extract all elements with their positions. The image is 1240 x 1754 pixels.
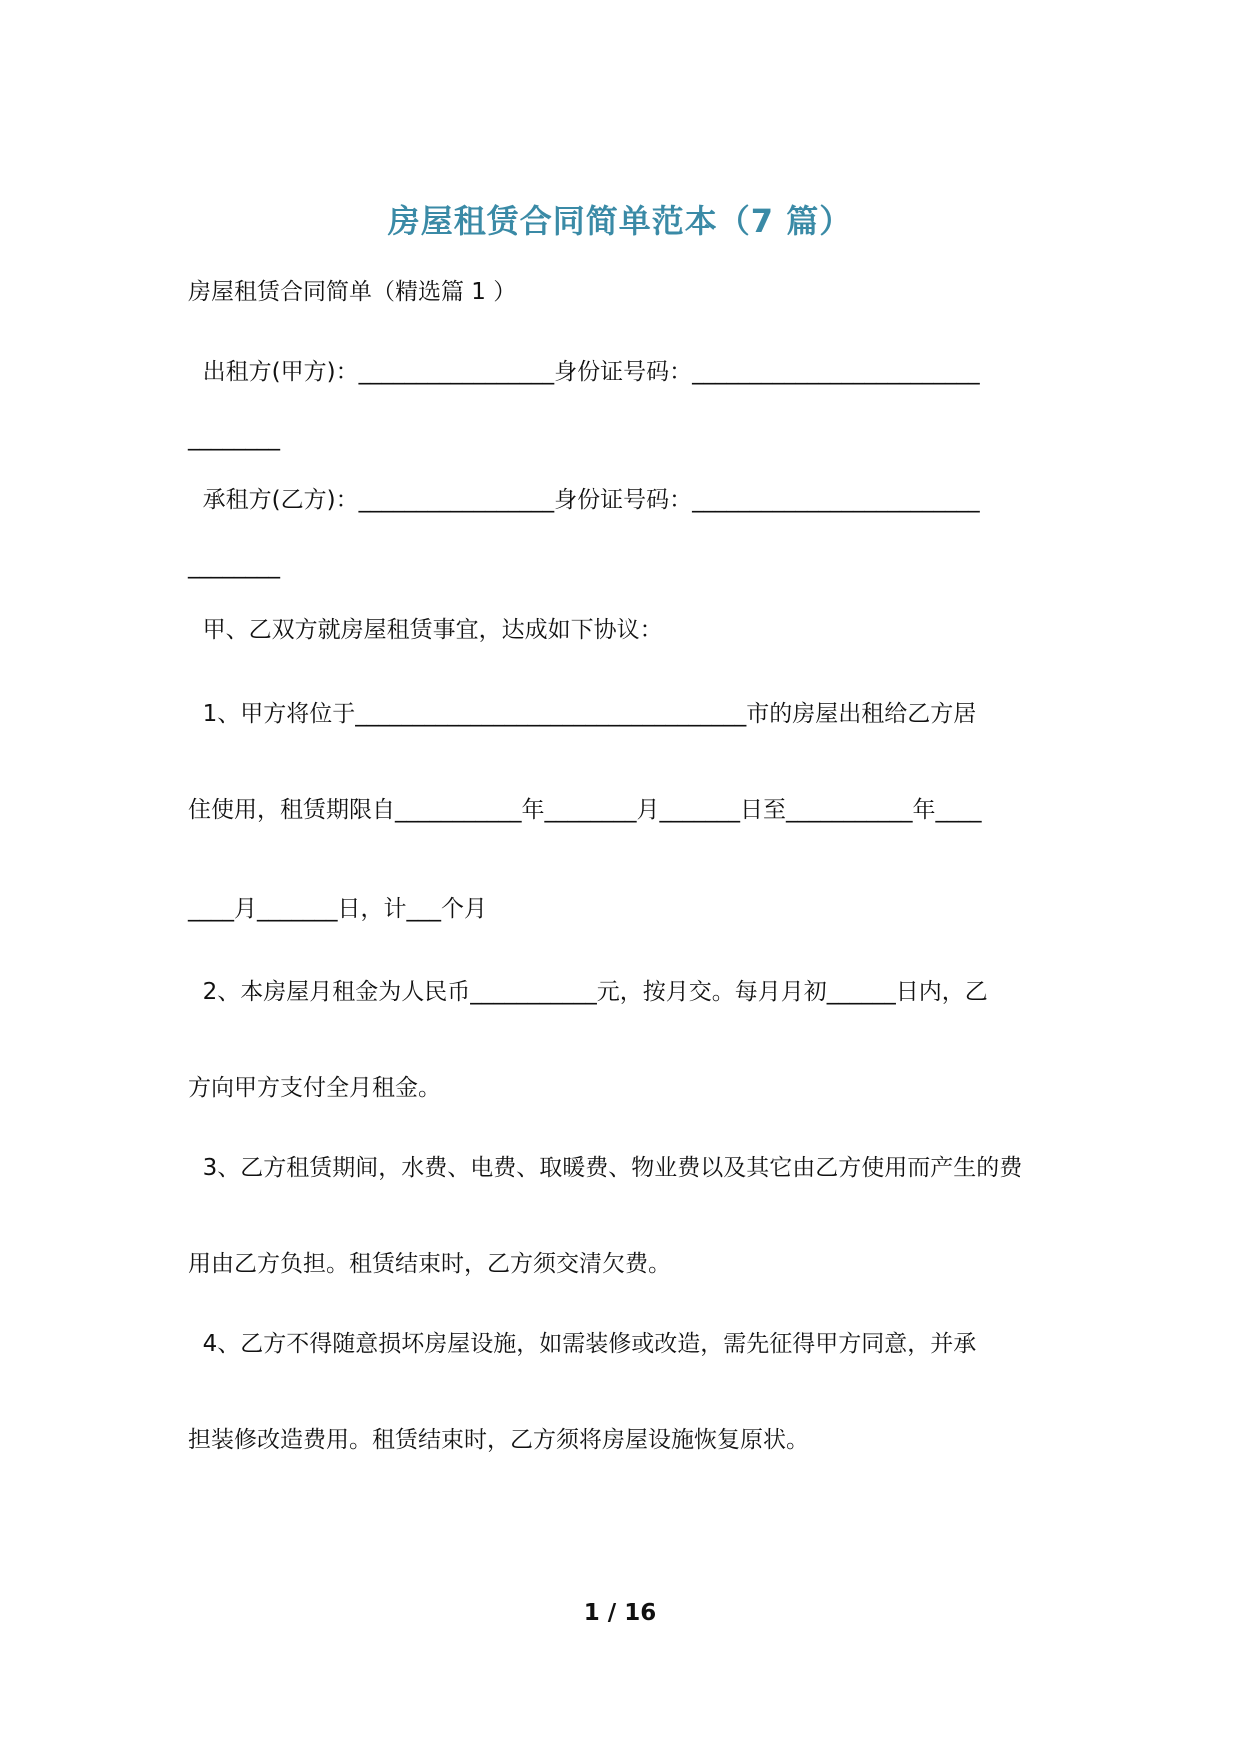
lessee-line: 承租方(乙方)：_________________身份证号码：_________________________ [188,487,980,513]
clause-3-line-2: 用由乙方负担。租赁结束时，乙方须交清欠费。 [188,1251,671,1277]
clause-4-line-1: 4、乙方不得随意损坏房屋设施，如需装修或改造，需先征得甲方同意，并承 [188,1331,977,1357]
lessor-line: 出租方(甲方)：_________________身份证号码：_________________________ [188,359,980,385]
lessee-id-continuation: ________ [188,553,280,579]
page-number: 1 / 16 [583,1600,657,1626]
clause-1-line-1: 1、甲方将位于__________________________________市的房屋出租给乙方居 [188,701,977,727]
clause-1-line-2: 住使用，租赁期限自___________年________月_______日至___________年____ [188,797,982,823]
lessor-id-continuation: ________ [188,425,280,451]
clause-4-line-2: 担装修改造费用。租赁结束时，乙方须将房屋设施恢复原状。 [188,1427,809,1453]
document-subtitle: 房屋租赁合同简单（精选篇 1 ） [188,279,517,305]
document-title: 房屋租赁合同简单范本（7 篇） [387,202,853,240]
clause-2-line-2: 方向甲方支付全月租金。 [188,1075,441,1101]
clause-1-line-3: ____月_______日，计___个月 [188,896,487,922]
clause-3-line-1: 3、乙方租赁期间，水费、电费、取暖费、物业费以及其它由乙方使用而产生的费 [188,1155,1023,1181]
agreement-intro: 甲、乙双方就房屋租赁事宜，达成如下协议： [188,617,663,643]
clause-2-line-1: 2、本房屋月租金为人民币___________元，按月交。每月月初______日内，乙 [188,979,988,1005]
